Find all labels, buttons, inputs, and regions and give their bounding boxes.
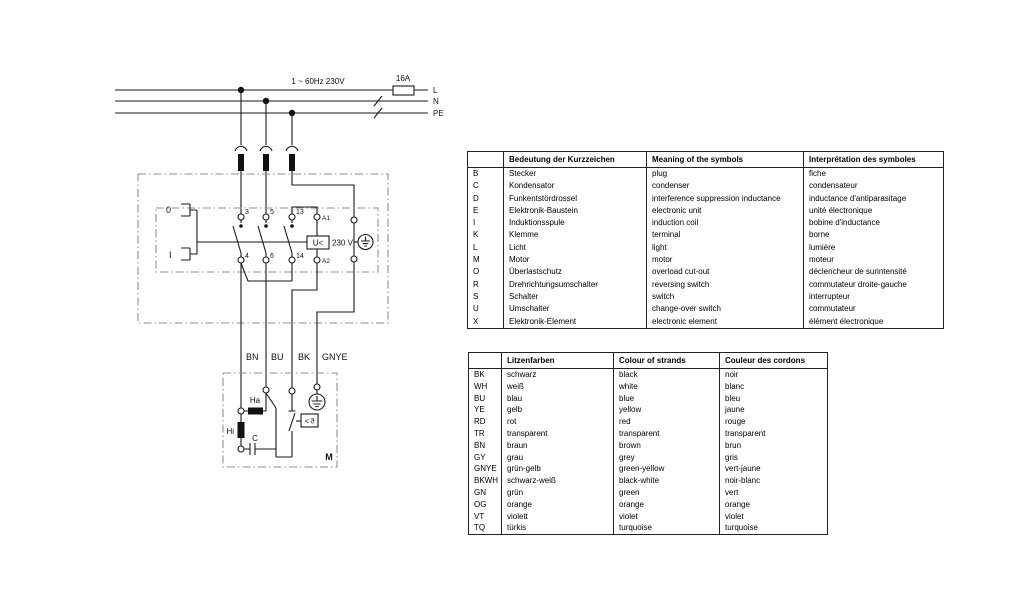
table-cell-fr: bobine d'inductance — [804, 217, 944, 229]
table-cell-en: overload cut-out — [647, 266, 804, 278]
table-cell-fr: turquoise — [720, 522, 828, 534]
table-cell-de: Überlastschutz — [504, 266, 647, 278]
table-cell-en: green-yellow — [614, 463, 720, 475]
table-cell-key: TQ — [474, 523, 486, 533]
line-label-n: N — [433, 97, 439, 106]
table-row — [469, 511, 828, 523]
table-row — [468, 193, 944, 205]
table-cell-fr: unité électronique — [804, 205, 944, 217]
table-cell-de: braun — [502, 440, 614, 452]
table-cell-key: L — [473, 242, 478, 252]
terminal-label-a2: A2 — [322, 258, 330, 265]
table-cell-key: O — [473, 267, 480, 277]
aux-winding-label: Ha — [249, 396, 261, 405]
terminal-label-14: 14 — [296, 253, 304, 260]
strand-colours-table — [468, 352, 828, 535]
on-label: I — [169, 250, 172, 260]
table-row — [468, 266, 944, 278]
table-cell-en: condenser — [647, 180, 804, 192]
table-row — [468, 303, 944, 315]
terminal-label-6: 6 — [270, 253, 274, 260]
table-row — [469, 428, 828, 440]
table-row — [469, 499, 828, 511]
table-cell-key: I — [473, 218, 476, 228]
table-cell-fr: noir-blanc — [720, 475, 828, 487]
table-cell-en: interference suppression inductance — [647, 193, 804, 205]
table-cell-key: GY — [474, 452, 486, 462]
table-row — [468, 168, 944, 181]
table-cell-fr: condensateur — [804, 180, 944, 192]
table-cell-de: Motor — [504, 254, 647, 266]
header-german: Litzenfarben — [502, 353, 614, 369]
table-cell-de: Elektronik-Baustein — [504, 205, 647, 217]
table-cell-en: light — [647, 242, 804, 254]
wire-label-bk: BK — [298, 352, 311, 362]
table-row — [469, 440, 828, 452]
table-cell-en: change-over switch — [647, 303, 804, 315]
switch-earth-symbol — [351, 217, 373, 262]
table-cell-de: grau — [502, 452, 614, 464]
aux-winding-symbol — [248, 408, 263, 415]
table-cell-fr: commutateur — [804, 303, 944, 315]
table-cell-en: electronic unit — [647, 205, 804, 217]
table-cell-key: E — [473, 205, 479, 215]
table-cell-de: Licht — [504, 242, 647, 254]
table-row — [468, 279, 944, 291]
terminal-label-a1: A1 — [322, 215, 330, 222]
motor-label: M — [325, 452, 333, 462]
wire-label-gnye: GNYE — [322, 352, 348, 362]
table-cell-en: electronic element — [647, 316, 804, 329]
table-cell-de: schwarz — [502, 369, 614, 381]
table-cell-fr: orange — [720, 499, 828, 511]
table-cell-fr: blanc — [720, 381, 828, 393]
header-english: Colour of strands — [614, 353, 720, 369]
table-row — [468, 205, 944, 217]
table-header-row — [468, 152, 944, 168]
table-cell-de: türkis — [502, 522, 614, 534]
header-french: Interprétation des symboles — [804, 152, 944, 168]
table-header-row — [469, 353, 828, 369]
table-cell-en: orange — [614, 499, 720, 511]
table-cell-de: Elektronik-Element — [504, 316, 647, 329]
table-cell-fr: transparent — [720, 428, 828, 440]
table-cell-en: induction coil — [647, 217, 804, 229]
table-cell-key: YE — [474, 405, 485, 415]
terminal-label-4: 4 — [245, 253, 249, 260]
table-row — [469, 369, 828, 381]
table-cell-en: yellow — [614, 404, 720, 416]
table-row — [469, 381, 828, 393]
table-cell-de: weiß — [502, 381, 614, 393]
plug-connector-symbols — [235, 90, 354, 217]
header-german: Bedeutung der Kurzzeichen — [504, 152, 647, 168]
table-cell-fr: moteur — [804, 254, 944, 266]
table-cell-key: BN — [474, 440, 486, 450]
table-cell-key: M — [473, 255, 480, 265]
table-cell-key: U — [473, 304, 479, 314]
table-cell-key: K — [473, 230, 479, 240]
table-cell-key: C — [473, 181, 479, 191]
centrifugal-switch — [266, 393, 292, 457]
table-cell-fr: noir — [720, 369, 828, 381]
table-row — [469, 416, 828, 428]
table-row — [469, 404, 828, 416]
header-english: Meaning of the symbols — [647, 152, 804, 168]
table-cell-key: D — [473, 193, 479, 203]
undervoltage-value: 230 V — [332, 238, 353, 248]
table-row — [469, 393, 828, 405]
supply-lines — [115, 90, 428, 118]
table-cell-de: Kondensator — [504, 180, 647, 192]
table-cell-en: terminal — [647, 229, 804, 241]
table-row — [469, 463, 828, 475]
terminal-label-5: 5 — [270, 209, 274, 216]
table-cell-key: BKWH — [474, 476, 498, 486]
undervoltage-label: U< — [312, 238, 324, 248]
line-label-pe: PE — [433, 109, 444, 118]
table-cell-de: Schalter — [504, 291, 647, 303]
table-cell-en: black-white — [614, 475, 720, 487]
table-row — [469, 487, 828, 499]
motor-earth-symbol — [309, 384, 325, 410]
table-cell-fr: fiche — [804, 168, 944, 181]
capacitor-label: C — [252, 434, 258, 443]
table-cell-key: VT — [474, 511, 485, 521]
table-cell-fr: inductance d'antiparasitage — [804, 193, 944, 205]
line-label-l: L — [433, 86, 438, 95]
table-cell-en: black — [614, 369, 720, 381]
table-cell-en: motor — [647, 254, 804, 266]
table-row — [468, 291, 944, 303]
switch-housing-outline — [138, 174, 388, 323]
table-cell-key: TR — [474, 428, 485, 438]
table-cell-fr: gris — [720, 452, 828, 464]
capacitor-symbol — [244, 443, 276, 455]
table-cell-fr: interrupteur — [804, 291, 944, 303]
table-cell-de: grün — [502, 487, 614, 499]
table-cell-en: turquoise — [614, 522, 720, 534]
table-cell-de: Funkentstördrossel — [504, 193, 647, 205]
table-cell-en: white — [614, 381, 720, 393]
table-cell-de: rot — [502, 416, 614, 428]
main-winding-symbol — [238, 422, 245, 438]
table-cell-fr: vert — [720, 487, 828, 499]
table-cell-en: green — [614, 487, 720, 499]
table-cell-de: blau — [502, 393, 614, 405]
table-cell-de: Induktionsspule — [504, 217, 647, 229]
table-cell-de: Drehrichtungsumschalter — [504, 279, 647, 291]
table-cell-en: grey — [614, 452, 720, 464]
table-cell-key: RD — [474, 417, 486, 427]
table-cell-de: grün-gelb — [502, 463, 614, 475]
table-cell-key: GN — [474, 487, 486, 497]
table-cell-key: OG — [474, 499, 487, 509]
table-cell-fr: violet — [720, 511, 828, 523]
table-cell-key: B — [473, 169, 479, 178]
table-cell-key: R — [473, 279, 479, 289]
table-cell-key: S — [473, 291, 479, 301]
terminal-label-3: 3 — [245, 209, 249, 216]
table-cell-de: Stecker — [504, 168, 647, 181]
table-cell-fr: borne — [804, 229, 944, 241]
symbol-meanings-table — [467, 151, 944, 329]
off-label: 0 — [166, 205, 172, 215]
table-cell-fr: jaune — [720, 404, 828, 416]
table-cell-en: switch — [647, 291, 804, 303]
table-cell-fr: lumière — [804, 242, 944, 254]
table-cell-de: gelb — [502, 404, 614, 416]
table-cell-en: blue — [614, 393, 720, 405]
table-cell-key: X — [473, 316, 479, 326]
table-cell-key: WH — [474, 381, 488, 391]
table-cell-fr: commutateur droite-gauche — [804, 279, 944, 291]
table-cell-de: Umschalter — [504, 303, 647, 315]
table-cell-en: reversing switch — [647, 279, 804, 291]
table-cell-en: violet — [614, 511, 720, 523]
supply-label: 1 ~ 60Hz 230V — [291, 77, 345, 86]
wire-label-bu: BU — [271, 352, 284, 362]
header-french: Couleur des cordons — [720, 353, 828, 369]
table-cell-fr: bleu — [720, 393, 828, 405]
wire-label-bn: BN — [246, 352, 259, 362]
table-row — [468, 242, 944, 254]
table-cell-fr: élément électronique — [804, 316, 944, 329]
table-cell-en: red — [614, 416, 720, 428]
table-cell-fr: déclencheur de surintensité — [804, 266, 944, 278]
table-cell-fr: rouge — [720, 416, 828, 428]
fuse-rating-label: 16A — [395, 74, 411, 83]
table-cell-key: GNYE — [474, 464, 497, 474]
table-cell-de: schwarz-weiß — [502, 475, 614, 487]
main-winding-label: Hi — [226, 427, 234, 436]
table-row — [468, 229, 944, 241]
header-key — [468, 152, 504, 168]
table-row — [468, 254, 944, 266]
table-cell-fr: brun — [720, 440, 828, 452]
table-cell-de: Klemme — [504, 229, 647, 241]
table-cell-en: plug — [647, 168, 804, 181]
table-cell-en: transparent — [614, 428, 720, 440]
table-row — [469, 522, 828, 534]
header-key — [469, 353, 502, 369]
table-cell-fr: vert-jaune — [720, 463, 828, 475]
terminal-label-13: 13 — [296, 209, 304, 216]
table-row — [468, 316, 944, 329]
table-row — [468, 217, 944, 229]
table-row — [469, 475, 828, 487]
fuse-symbol — [393, 86, 414, 95]
table-cell-de: violett — [502, 511, 614, 523]
table-cell-de: orange — [502, 499, 614, 511]
table-cell-key: BK — [474, 370, 485, 379]
table-cell-key: BU — [474, 393, 486, 403]
table-cell-en: brown — [614, 440, 720, 452]
thermal-label: < ϑ — [304, 418, 315, 426]
table-row — [468, 180, 944, 192]
table-cell-de: transparent — [502, 428, 614, 440]
table-row — [469, 452, 828, 464]
